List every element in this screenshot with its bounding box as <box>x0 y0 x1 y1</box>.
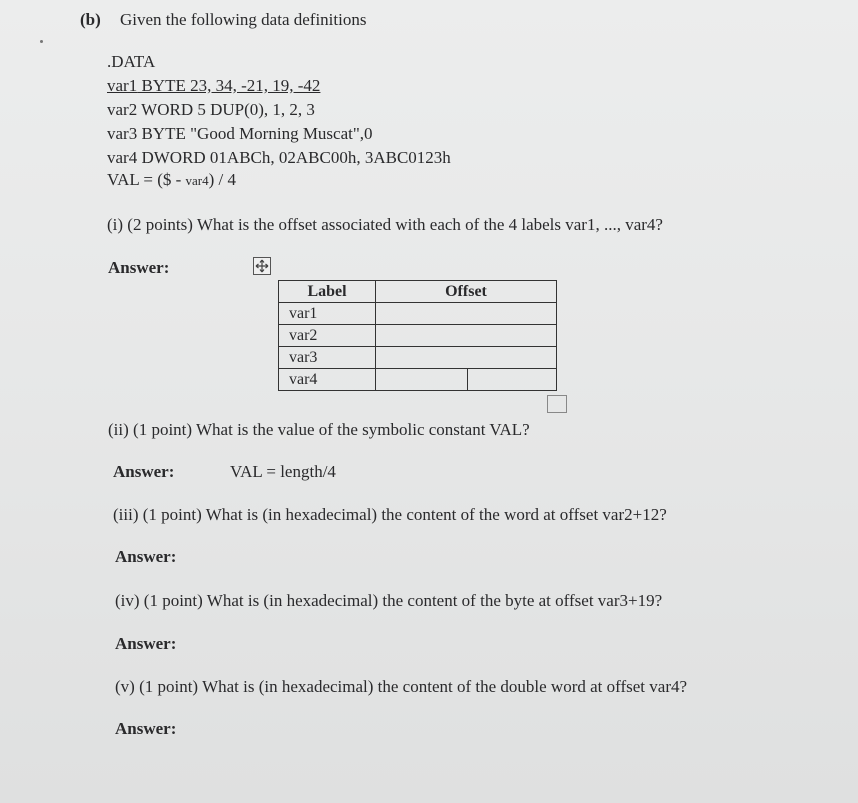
page-dot <box>40 40 43 43</box>
offset-cell-var4-extra[interactable] <box>467 369 556 391</box>
question-text: What is (in hexadecimal) the content of the word at offset var2+12? <box>205 505 667 524</box>
question-number: (v) <box>115 677 135 696</box>
question-1 <box>107 215 663 235</box>
code-line-name: var2 <box>107 100 138 119</box>
row-label-var3: var3 <box>279 347 376 369</box>
code-line-rest: DWORD 01ABCh, 02ABC00h, 3ABC0123h <box>137 148 451 167</box>
question-text: What is the offset associated with each of the 4 labels var1, ..., var4? <box>196 215 663 234</box>
code-line-rest: BYTE 23, 34, -21, 19, -42 <box>137 76 321 95</box>
code-line-rest: WORD 5 DUP(0), 1, 2, 3 <box>137 100 315 119</box>
offset-cell-var4[interactable] <box>376 369 468 391</box>
offset-cell-var1[interactable] <box>376 303 557 325</box>
offset-cell-var2[interactable] <box>376 325 557 347</box>
table-row <box>279 347 557 369</box>
question-points: (1 point) <box>133 420 193 439</box>
question-points: (1 point) <box>139 677 199 696</box>
code-line-var1 <box>107 76 320 96</box>
question-number: (iv) <box>115 591 140 610</box>
row-label-var1: var1 <box>279 303 376 325</box>
question-5 <box>115 677 687 697</box>
table-row <box>279 325 557 347</box>
table-row <box>279 369 557 391</box>
move-icon <box>255 259 269 273</box>
question-4 <box>115 591 662 611</box>
question-points: (2 points) <box>127 215 193 234</box>
answer-label-3: Answer: <box>115 547 177 566</box>
val-prefix: VAL = ($ - <box>107 170 186 189</box>
question-text: What is the value of the symbolic constant VAL? <box>196 420 530 439</box>
move-icon[interactable] <box>253 257 271 275</box>
answer-label-5: Answer: <box>115 719 177 738</box>
answer-2-value: VAL = length/4 <box>230 462 336 481</box>
code-line-var2 <box>107 100 315 120</box>
val-suffix: ) / 4 <box>208 170 237 189</box>
code-line-var4 <box>107 148 451 168</box>
table-header-row <box>279 281 557 303</box>
header-label: Label <box>279 281 376 303</box>
question-3 <box>113 505 667 525</box>
code-line-name: var1 <box>107 76 138 95</box>
code-line-name: var3 <box>107 124 138 143</box>
question-number: (iii) <box>113 505 139 524</box>
row-label-var2: var2 <box>279 325 376 347</box>
code-line-val <box>107 170 236 190</box>
question-number: (i) <box>107 215 124 234</box>
code-line-var3 <box>107 124 373 144</box>
answer-label-1: Answer: <box>108 258 170 277</box>
offset-cell-var3[interactable] <box>376 347 557 369</box>
code-line-rest: BYTE "Good Morning Muscat",0 <box>137 124 373 143</box>
row-label-var4: var4 <box>279 369 376 391</box>
table-row <box>279 303 557 325</box>
val-small: var4 <box>185 173 209 188</box>
header-offset: Offset <box>376 281 557 303</box>
question-points: (1 point) <box>142 505 202 524</box>
data-directive: .DATA <box>107 52 156 71</box>
part-label: (b) <box>80 10 101 29</box>
resize-icon[interactable] <box>547 395 567 413</box>
question-number: (ii) <box>108 420 129 439</box>
question-text: What is (in hexadecimal) the content of the byte at offset var3+19? <box>206 591 663 610</box>
offset-table <box>278 280 557 391</box>
answer-label-2: Answer: <box>113 462 175 481</box>
intro-text: Given the following data definitions <box>120 10 367 29</box>
answer-label-4: Answer: <box>115 634 177 653</box>
question-points: (1 point) <box>143 591 203 610</box>
question-text: What is (in hexadecimal) the content of the double word at offset var4? <box>202 677 688 696</box>
question-2 <box>108 420 530 440</box>
code-line-name: var4 <box>107 148 138 167</box>
